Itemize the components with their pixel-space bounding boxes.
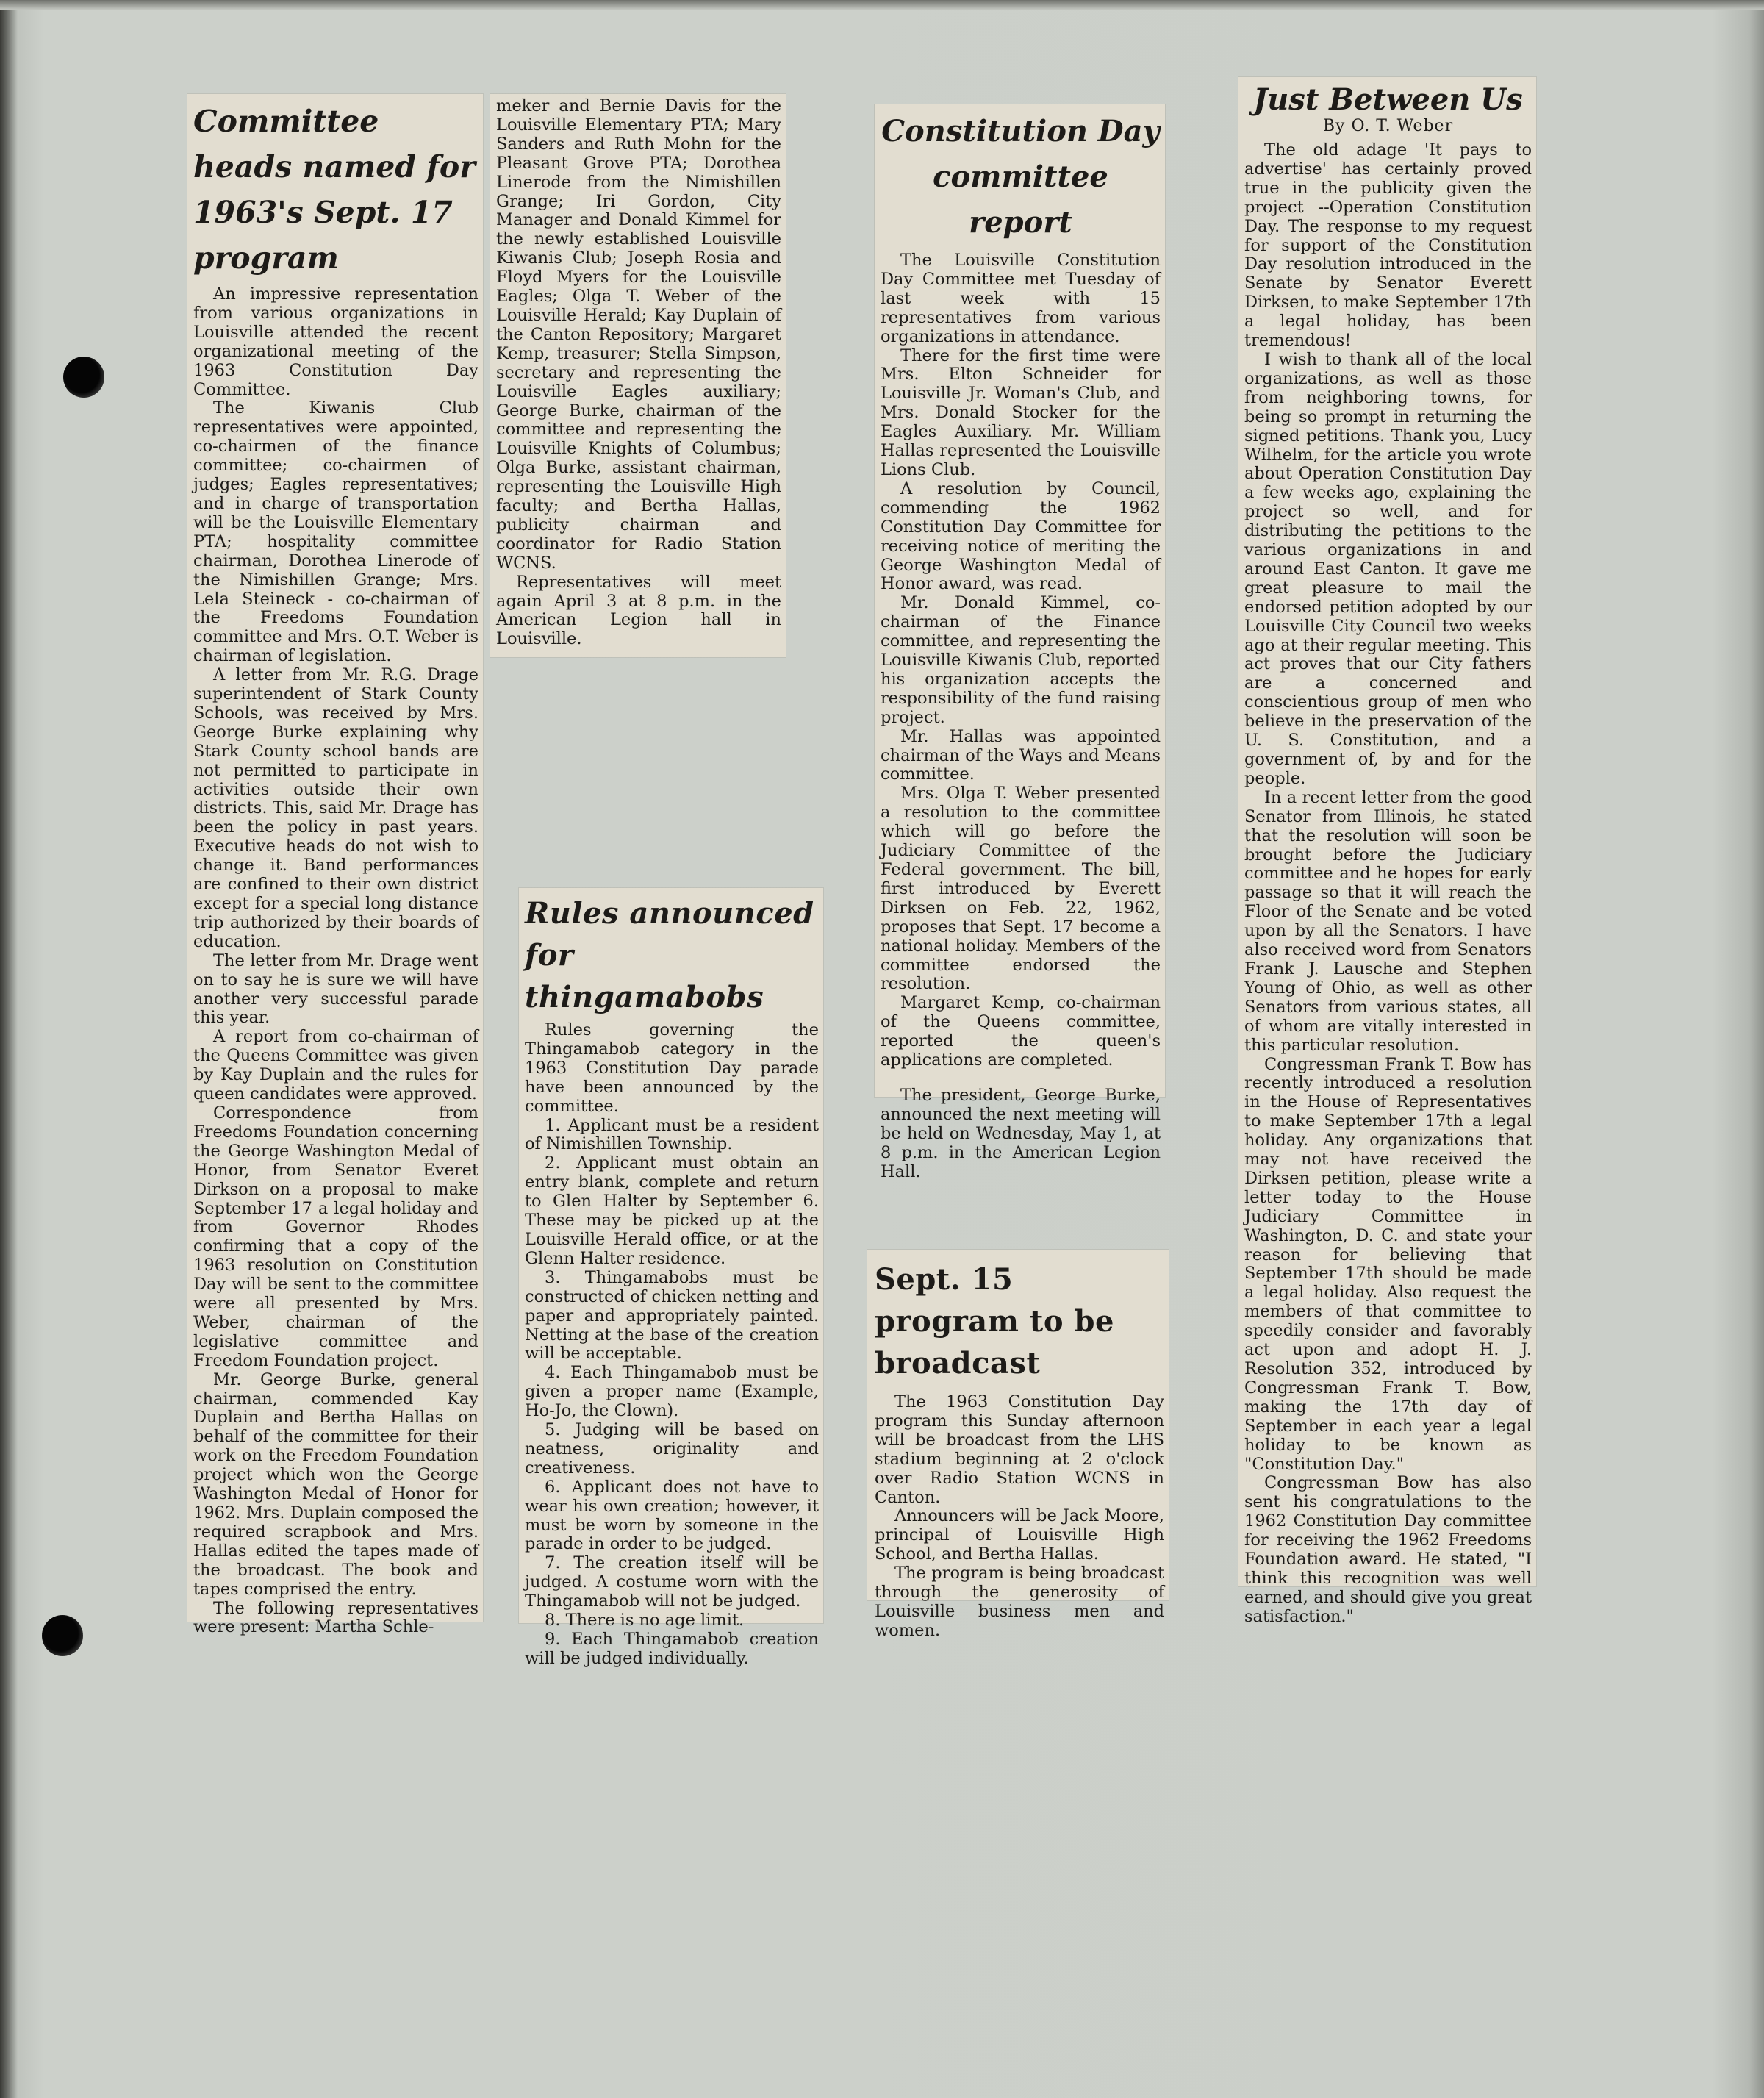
paragraph: The program is being broadcast through the generosity of Louisville business men and women.: [875, 1564, 1164, 1640]
paragraph: 7. The creation itself will be judged. A costume worn with the Thingamabob will not be judged.: [525, 1553, 819, 1611]
byline: By O. T. Weber: [1322, 117, 1454, 135]
paragraph: Mr. George Burke, general chairman, commended Kay Duplain and Bertha Hallas on behalf of the committee for their work on the Freedom Foundation project which won the George Washington Medal of Honor for 1962. Mrs. Duplain composed the required scrapbook and Mrs. Hallas edited the tapes made of the broadcast. The book and tapes comprised the entry.: [193, 1370, 478, 1599]
paragraph: Mrs. Olga T. Weber presented a resolution to the committee which will go before the Judiciary Committee of the Federal government. The bill, first introduced by Everett Dirksen on Feb. 22, 1962, proposes that Sept. 17 become a national holiday. Members of the committee endorsed the resolution.: [881, 784, 1161, 994]
clipping-constitution-day-report: [875, 104, 1165, 1181]
paragraph: The Louisville Constitution Day Committee met Tuesday of last week with 15 representatives from various organizations in attendance.: [881, 251, 1161, 346]
headline-rules-thingamabobs: Rules announced for thingamabobs: [525, 896, 814, 1014]
binder-hole-upper: [63, 357, 104, 398]
paragraph: A letter from Mr. R.G. Drage superintendent of Stark County Schools, was received by Mrs. George Burke explaining why Stark County school bands are not permitted to participate in activities outside their own districts. This, said Mr. Drage has been the policy in past years. Executive heads do not wish to change it. Band performances are confined to their own district except for a special long distance trip authorized by their boards of education.: [193, 665, 478, 951]
article-body-rules: [525, 1021, 819, 1669]
paragraph: The Kiwanis Club representatives were appointed, co-chairmen of the finance committee; co-chairmen of judges; Eagles representatives; and in charge of transportation will be the Louisville Elementary PTA; hospitality committee chairman, Dorothea Linerode of the Nimishillen Grange; Mrs. Lela Steineck - co-chairman of the Freedoms Foundation committee and Mrs. O.T. Weber is chairman of legislation.: [193, 398, 478, 666]
paragraph: I wish to thank all of the local organizations, as well as those from neighboring towns, for being so prompt in returning the signed petitions. Thank you, Lucy Wilhelm, for the article you wrote about Operation Constitution Day a few weeks ago, explaining the project so well, and for distributing the petitions to the various organizations in and around East Canton. It gave me great pleasure to mail the endorsed petition adopted by our Louisville City Council two weeks ago at their regular meeting. This act proves that our City fathers are a concerned and conscientious group of men who believe in the preservation of the U. S. Constitution, and a government of, by and for the people.: [1244, 349, 1532, 788]
headline-committee-heads: Committee heads named for 1963's Sept. 17 program: [193, 104, 476, 276]
paragraph: Margaret Kemp, co-chairman of the Queens committee, reported the queen's applications are completed.: [881, 993, 1161, 1070]
paragraph: Mr. Donald Kimmel, co-chairman of the Finance committee, and representing the Louisville Kiwanis Club, reported his organization accepts the responsibility of the fund raising project.: [881, 593, 1161, 727]
paragraph: Mr. Hallas was appointed chairman of the Ways and Means committee.: [881, 726, 1161, 784]
paragraph: 2. Applicant must obtain an entry blank, complete and return to Glen Halter by September 6. These may be picked up at the Louisville Herald office, or at the Glenn Halter residence.: [525, 1153, 819, 1268]
paragraph: The president, George Burke, announced the next meeting will be held on Wednesday, May 1, at 8 p.m. in the American Legion Hall.: [881, 1085, 1161, 1181]
headline-constitution-day-report: Constitution Day committee report: [881, 114, 1160, 240]
article-body-continued: [496, 97, 781, 649]
paragraph: Congressman Bow has also sent his congratulations to the 1962 Constitution Day committee for receiving the 1962 Freedoms Foundation award. He stated, "I think this recognition was well earned, and should give you great satisfaction.": [1244, 1473, 1532, 1626]
paragraph: 9. Each Thingamabob creation will be judged individually.: [525, 1630, 819, 1668]
headline-sept-15-broadcast: Sept. 15 program to be broadcast: [875, 1262, 1114, 1381]
paragraph: 3. Thingamabobs must be constructed of chicken netting and paper and appropriately painted. Netting at the base of the creation will be acceptable.: [525, 1267, 819, 1364]
clipping-committee-heads: [187, 94, 483, 1637]
paragraph: meker and Bernie Davis for the Louisville Elementary PTA; Mary Sanders and Ruth Mohn for the Pleasant Grove PTA; Dorothea Linerode from the Nimishillen Grange; Iri Gordon, City Manager and Donald Kimmel for the newly established Louisville Kiwanis Club; Joseph Rosia and Floyd Myers for the Louisville Eagles; Olga T. Weber of the Louisville Herald; Kay Duplain of the Canton Repository; Margaret Kemp, treasurer; Stella Simpson, secretary and representing the Louisville Eagles auxiliary; George Burke, chairman of the committee and representing the Louisville Knights of Columbus; Olga Burke, assistant chairman, representing the Louisville High faculty; and Bertha Hallas, publicity chairman and coordinator for Radio Station WCNS.: [496, 96, 781, 573]
paragraph: Correspondence from Freedoms Foundation concerning the George Washington Medal of Honor, from Senator Everet Dirkson on a proposal to make September 17 a legal holiday and from Governor Rhodes confirming that a copy of the 1963 resolution on Constitution Day will be sent to the committee were all presented by Mrs. Weber, chairman of the legislative committee and Freedom Foundation project.: [193, 1103, 478, 1370]
paragraph: 6. Applicant does not have to wear his own creation; however, it must be worn by someone in the parade in order to be judged.: [525, 1477, 819, 1554]
paragraph: A resolution by Council, commending the 1962 Constitution Day Committee for receiving notice of meriting the George Washington Medal of Honor award, was read.: [881, 479, 1161, 594]
article-body-committee-heads: [193, 285, 478, 1637]
page-top-edge: [0, 0, 1764, 10]
paragraph: An impressive representation from various organizations in Louisville attended the recent organizational meeting of the 1963 Constitution Day Committee.: [193, 284, 478, 399]
article-body-just-between-us: [1244, 141, 1532, 1627]
paragraph: The following representatives were present: Martha Schle-: [193, 1598, 478, 1637]
paragraph: In a recent letter from the good Senator from Illinois, he stated that the resolution will soon be brought before the Judiciary committee and he hopes for early passage so that it will reach the Floor of the Senate and be voted upon by all the Senators. I have also received word from Senators Frank J. Lausche and Stephen Young of Ohio, as well as other Senators from various states, all of whom are vitally interested in this particular resolution.: [1244, 787, 1532, 1055]
article-body-constitution-report: [881, 251, 1161, 1182]
paragraph: 4. Each Thingamabob must be given a proper name (Example, Ho-Jo, the Clown).: [525, 1363, 819, 1421]
paragraph: Congressman Frank T. Bow has recently introduced a resolution in the House of Representatives to make September 17th a legal holiday. Any organizations that may not have received the Dirksen petition, please write a letter today to the House Judiciary Committee in Washington, D. C. and state your reason for believing that September 17th should be made a legal holiday. Also request the members of that committee to speedily consider and favorably act upon and adopt H. J. Resolution 352, introduced by Congressman Frank T. Bow, making the 17th day of September in each year a legal holiday to be known as "Constitution Day.": [1244, 1054, 1532, 1474]
paragraph: Rules governing the Thingamabob category in the 1963 Constitution Day parade have been announced by the committee.: [525, 1020, 819, 1116]
paragraph: 8. There is no age limit.: [545, 1611, 745, 1630]
paragraph: Announcers will be Jack Moore, principal of Louisville High School, and Bertha Hallas.: [875, 1506, 1164, 1564]
headline-just-between-us: Just Between Us: [1253, 82, 1523, 117]
paragraph: Representatives will meet again April 3 at 8 p.m. in the American Legion hall in Louisville.: [496, 572, 781, 649]
clipping-rules-thingamabobs: [519, 888, 823, 1668]
paragraph: A report from co-chairman of the Queens Committee was given by Kay Duplain and the rules for queen candidates were approved.: [193, 1027, 478, 1104]
paragraph: The old adage 'It pays to advertise' has certainly proved true in the publicity given the project --Operation Constitution Day. The response to my request for support of the Constitution Day resolution introduced in the Senate by Senator Everett Dirksen, to make September 17th a legal holiday, has been tremendous!: [1244, 140, 1532, 351]
paragraph: 1. Applicant must be a resident of Nimishillen Township.: [525, 1115, 819, 1154]
article-body-broadcast: [875, 1393, 1164, 1641]
paragraph: The letter from Mr. Drage went on to say he is sure we will have another very successful parade this year.: [193, 950, 478, 1028]
clipping-sept-15-broadcast: [867, 1250, 1169, 1640]
clipping-just-between-us: [1238, 77, 1536, 1626]
binder-hole-lower: [42, 1615, 83, 1656]
clipping-committee-heads-continued: [490, 94, 786, 657]
paragraph: 5. Judging will be based on neatness, originality and creativeness.: [525, 1420, 819, 1478]
paragraph: The 1963 Constitution Day program this Sunday afternoon will be broadcast from the LHS stadium beginning at 2 o'clock over Radio Station WCNS in Canton.: [875, 1392, 1164, 1507]
paragraph: There for the first time were Mrs. Elton Schneider for Louisville Jr. Woman's Club, and Mrs. Donald Stocker for the Eagles Auxiliary. Mr. William Hallas represented the Louisville Lions Club.: [881, 346, 1161, 479]
